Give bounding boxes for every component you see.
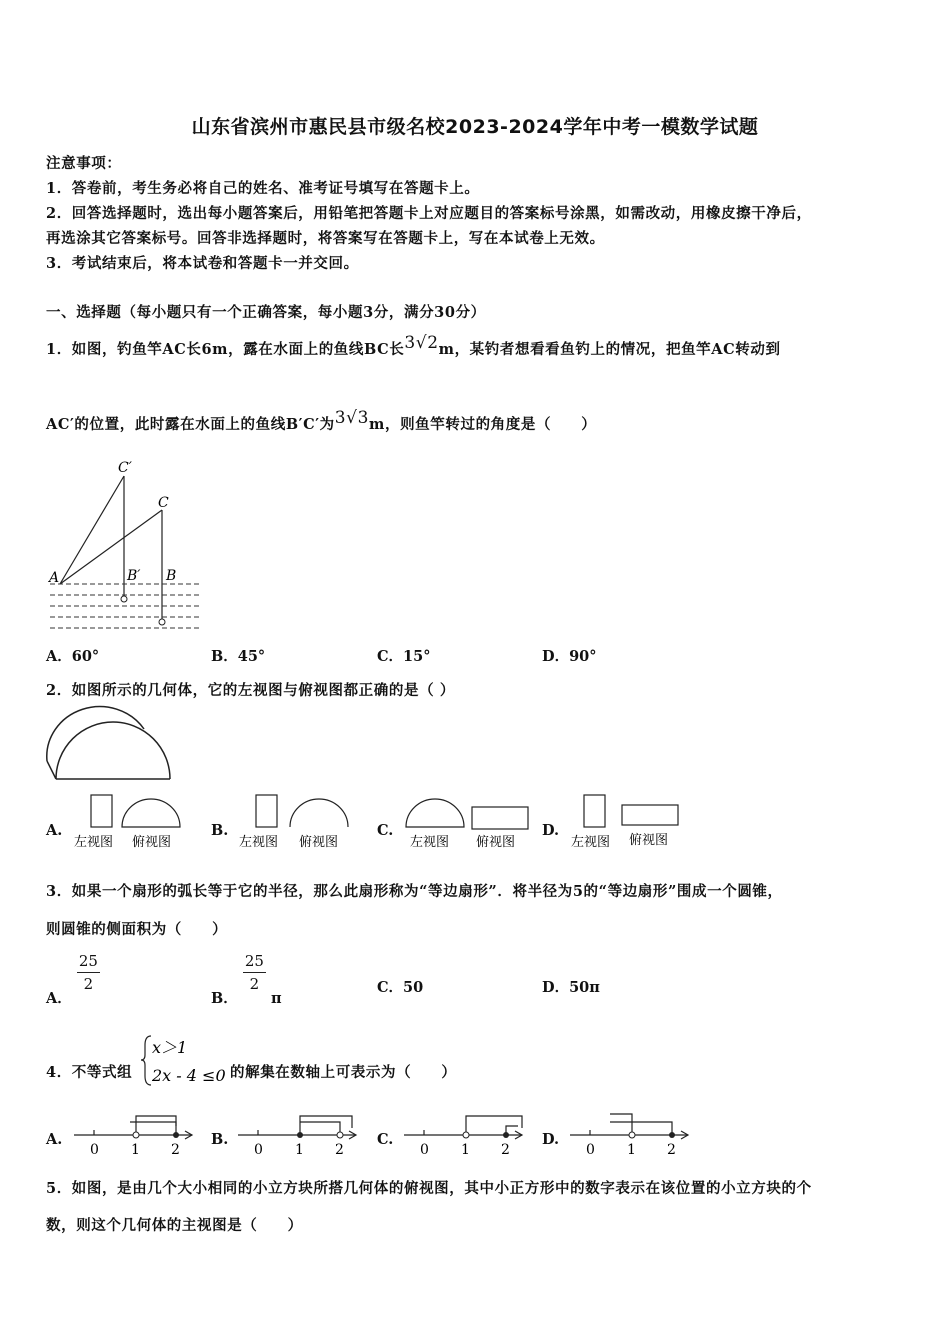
q2-option-a[interactable]: A. — [46, 822, 63, 839]
section-heading: 一、选择题（每小题只有一个正确答案，每小题3分，满分30分） — [46, 304, 486, 321]
tick-label: 2 — [501, 1142, 510, 1158]
q1-math: 3√3 — [334, 408, 370, 428]
q2-option-b[interactable]: B. — [211, 822, 229, 839]
tick-label: 1 — [295, 1142, 304, 1158]
q4-option-c[interactable]: C. — [377, 1131, 394, 1148]
q2-option-d-views — [567, 792, 687, 850]
q1-text: m，则鱼竿转过的角度是（ ） — [369, 416, 597, 433]
fraction-numerator: 25 — [77, 950, 100, 973]
caption-left-view: 左视图 — [571, 835, 611, 850]
tick-label: 2 — [171, 1142, 180, 1158]
tick-label: 0 — [586, 1142, 595, 1158]
fishing-rod-figure — [44, 452, 209, 632]
notice-item: 3．考试结束后，将本试卷和答题卡一并交回。 — [46, 255, 359, 272]
pi-symbol: π — [270, 989, 282, 1007]
q3-option-b[interactable] — [211, 950, 282, 1007]
q3-option-a[interactable] — [46, 950, 100, 1007]
half-cylinder-figure — [44, 705, 176, 785]
question-3-line2: 则圆锥的侧面积为（ ） — [46, 921, 228, 938]
q2-option-c-views — [402, 792, 537, 850]
q2-option-d[interactable]: D. — [542, 822, 560, 839]
caption-left-view: 左视图 — [74, 835, 114, 850]
q4-option-d-numberline — [568, 1108, 693, 1158]
q1-option-d[interactable]: D．90° — [542, 648, 597, 665]
tick-label: 2 — [335, 1142, 344, 1158]
label-c-prime: C′ — [118, 460, 132, 476]
q2-option-b-views — [235, 792, 355, 850]
q3-option-a-fraction — [77, 950, 100, 995]
question-4-suffix: 的解集在数轴上可表示为（ ） — [230, 1064, 457, 1081]
caption-top-view: 俯视图 — [132, 835, 172, 850]
q1-text: AC′的位置，此时露在水面上的鱼线B′C′为 — [46, 416, 335, 433]
label-b: B — [166, 568, 177, 584]
q1-text: 1．如图，钓鱼竿AC长6m，露在水面上的鱼线BC长 — [46, 341, 405, 358]
notice-heading: 注意事项： — [46, 155, 122, 172]
tick-label: 1 — [627, 1142, 636, 1158]
fraction-denominator: 2 — [249, 975, 260, 993]
q4-option-c-numberline — [402, 1108, 527, 1158]
tick-label: 0 — [254, 1142, 263, 1158]
caption-top-view: 俯视图 — [476, 835, 516, 850]
inequality-system — [140, 1033, 230, 1089]
q3-option-d[interactable]: D．50π — [542, 979, 600, 996]
q2-option-c[interactable]: C. — [377, 822, 394, 839]
question-5-line2: 数，则这个几何体的主视图是（ ） — [46, 1217, 303, 1234]
q1-math: 3√2 — [404, 333, 439, 353]
notice-item: 1．答卷前，考生务必将自己的姓名、准考证号填写在答题卡上。 — [46, 180, 480, 197]
caption-left-view: 左视图 — [239, 835, 279, 850]
q3-option-c[interactable]: C．50 — [377, 979, 424, 996]
q1-text: m，某钓者想看看鱼钓上的情况，把鱼竿AC转动到 — [438, 341, 781, 358]
tick-label: 1 — [131, 1142, 140, 1158]
tick-label: 2 — [667, 1142, 676, 1158]
q1-option-a[interactable]: A．60° — [46, 648, 100, 665]
q3-option-b-letter: B． — [211, 989, 238, 1007]
q4-option-a[interactable]: A. — [46, 1131, 63, 1148]
fraction-numerator: 25 — [243, 950, 266, 973]
question-2-stem: 2．如图所示的几何体，它的左视图与俯视图都正确的是（ ） — [46, 682, 455, 699]
q3-option-a-letter: A． — [46, 989, 72, 1007]
tick-label: 0 — [420, 1142, 429, 1158]
tick-label: 0 — [90, 1142, 99, 1158]
question-1-line1 — [46, 333, 781, 359]
inequality-2: 2x - 4 ≤0 — [152, 1066, 226, 1085]
q2-option-a-views — [70, 792, 190, 850]
q4-option-d[interactable]: D. — [542, 1131, 560, 1148]
q4-option-a-numberline — [72, 1108, 197, 1158]
label-a: A — [49, 570, 60, 586]
caption-top-view: 俯视图 — [629, 833, 669, 848]
inequality-1: x＞1 — [152, 1038, 188, 1057]
q4-option-b-numberline — [236, 1108, 361, 1158]
question-1-line2 — [46, 408, 597, 434]
q1-option-b[interactable]: B．45° — [211, 648, 266, 665]
q1-option-c[interactable]: C．15° — [377, 648, 431, 665]
question-5-line1: 5．如图，是由几个大小相同的小立方块所搭几何体的俯视图，其中小正方形中的数字表示在该位置的小立方块的个 — [46, 1180, 812, 1197]
q3-option-b-fraction — [243, 950, 266, 995]
notice-item: 2．回答选择题时，选出每小题答案后，用铅笔把答题卡上对应题目的答案标号涂黑，如需改动，用橡皮擦干净后， — [46, 205, 812, 222]
notice-item: 再选涂其它答案标号。回答非选择题时，将答案写在答题卡上，写在本试卷上无效。 — [46, 230, 605, 247]
question-4-prefix: 4．不等式组 — [46, 1064, 133, 1081]
question-3-line1: 3．如果一个扇形的弧长等于它的半径，那么此扇形称为“等边扇形”．将半径为5的“等边扇形”围成一个圆锥， — [46, 883, 783, 900]
label-b-prime: B′ — [127, 568, 141, 584]
caption-left-view: 左视图 — [410, 835, 450, 850]
label-c: C — [158, 495, 169, 511]
caption-top-view: 俯视图 — [299, 835, 339, 850]
tick-label: 1 — [461, 1142, 470, 1158]
fraction-denominator: 2 — [83, 975, 94, 993]
page-title: 山东省滨州市惠民县市级名校2023-2024学年中考一模数学试题 — [191, 116, 759, 138]
q4-option-b[interactable]: B. — [211, 1131, 229, 1148]
